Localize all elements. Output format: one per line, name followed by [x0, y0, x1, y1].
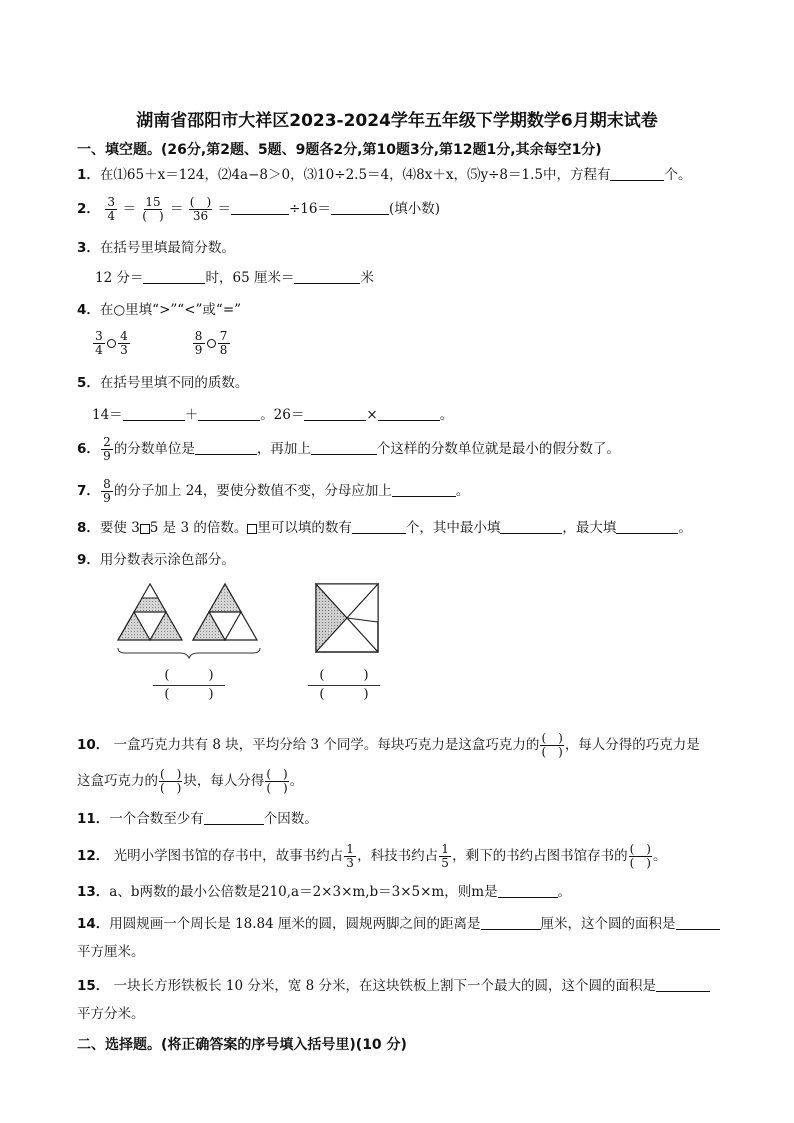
question-11: 11．一个合数至少有 个因数。 — [77, 811, 318, 827]
answer-blank[interactable] — [311, 440, 377, 455]
fraction: $\frac{3}{4}$ — [105, 196, 117, 223]
question-10-line-2: 这盒巧克力的 $\frac{( )}{( )}$ 块，每人分得 $\frac{( )}{( )}$ 。 — [77, 767, 304, 795]
answer-blank[interactable] — [143, 269, 205, 284]
question-15-line-2: 平方分米。 — [77, 1006, 145, 1022]
question-5-line-2: 14＝ ＋ 。26＝ × 。 — [92, 407, 454, 423]
fraction: $\frac{( )}{36}$ — [189, 195, 212, 223]
question-4: 4．在○里填“>”“<”或“=” — [77, 302, 242, 318]
answer-fraction[interactable]: $\frac{( )}{( )}$ — [266, 767, 288, 795]
question-7: 7． $\frac{8}{9}$ 的分子加上 24，要使分数值不变，分母应加上 。 — [77, 477, 470, 505]
answer-blank[interactable] — [231, 200, 289, 215]
answer-blank[interactable] — [294, 269, 360, 284]
answer-blank[interactable] — [204, 810, 264, 825]
answer-blank[interactable] — [378, 406, 440, 421]
question-6: 6． $\frac{2}{9}$ 的分数单位是 ，再加上 个这样的分数单位就是最小的假分数了。 — [77, 435, 620, 463]
answer-fraction[interactable]: $\frac{( )}{( )}$ — [541, 731, 563, 759]
compare-circle[interactable] — [107, 339, 116, 348]
answer-fraction-2[interactable]: ( ) ( ) — [308, 668, 380, 703]
question-12: 12． 光明小学图书馆的存书中，故事书约占 $\frac{1}{3}$ ，科技书约占 $\frac{1}{5}$ ，剩下的书约占图书馆存书的 $\frac{( )}{( )}$ 。 — [77, 842, 667, 870]
answer-blank[interactable] — [656, 977, 710, 992]
answer-blank[interactable] — [500, 519, 562, 534]
answer-fraction[interactable]: $\frac{( )}{( )}$ — [629, 842, 651, 870]
question-9: 9．用分数表示涂色部分。 — [77, 552, 235, 568]
question-13: 13．a、b两数的最小公倍数是210,a＝2×3×m,b＝3×5×m，则m是 。 — [77, 884, 572, 900]
answer-blank[interactable] — [304, 406, 366, 421]
question-14: 14．用圆规画一个周长是 18.84 厘米的圆，圆规两脚之间的距离是 厘米，这个圆的面积是 — [77, 914, 720, 934]
digit-box — [247, 524, 257, 534]
question-2: 2． $\frac{3}{4}$ ＝ $\frac{15}{( )}$ ＝ $\frac{( )}{36}$ ＝ ÷16＝ (填小数) — [77, 195, 440, 223]
question-14-line-2: 平方厘米。 — [77, 944, 145, 960]
answer-blank[interactable] — [498, 883, 558, 898]
square-figure — [312, 582, 382, 656]
answer-blank[interactable] — [616, 519, 678, 534]
answer-fraction-1[interactable]: ( ) ( ) — [153, 668, 225, 703]
question-3: 3．在括号里填最简分数。 — [77, 240, 235, 256]
question-4-comparisons: $\frac{3}{4}$ $\frac{4}{3}$ $\frac{8}{9}$ $\frac{7}{8}$ — [92, 326, 231, 360]
question-15: 15． 一块长方形铁板长 10 分米，宽 8 分米，在这块铁板上割下一个最大的圆，这个圆的面积是 — [77, 976, 710, 996]
section-2-heading: 二、选择题。(将正确答案的序号填入括号里)(10 分) — [77, 1037, 407, 1053]
answer-blank[interactable] — [676, 915, 720, 930]
answer-blank[interactable] — [331, 200, 389, 215]
answer-blank[interactable] — [123, 406, 185, 421]
answer-blank[interactable] — [198, 406, 260, 421]
question-10: 10． 一盒巧克力共有 8 块，平均分给 3 个同学。每块巧克力是这盒巧克力的 $\frac{( )}{( )}$ ，每人分得的巧克力是 — [77, 731, 700, 759]
section-1-heading: 一、填空题。(26分,第2题、5题、9题各2分,第10题3分,第12题1分,其余每空1分) — [77, 142, 602, 158]
compare-circle[interactable] — [207, 339, 216, 348]
question-5: 5．在括号里填不同的质数。 — [77, 375, 249, 391]
digit-box[interactable] — [140, 524, 150, 534]
question-8: 8．要使 3 5 是 3 的倍数。 里可以填的数有 个，其中最小填 ，最大填 。 — [77, 520, 692, 536]
answer-blank[interactable] — [481, 915, 541, 930]
triangle-figure — [115, 582, 275, 662]
question-3-line-2: 12 分＝ 时，65 厘米＝ 米 — [95, 270, 374, 286]
page-title: 湖南省邵阳市大祥区2023-2024学年五年级下学期数学6月期末试卷 — [136, 111, 658, 131]
answer-fraction[interactable]: $\frac{( )}{( )}$ — [160, 767, 182, 795]
answer-blank[interactable] — [352, 519, 406, 534]
question-1: 1．在⑴65＋x＝124，⑵4a−8＞0，⑶10÷2.5＝4，⑷8x＋x，⑸y÷8＝1.5中，方程有 个。 — [77, 167, 692, 183]
fraction: $\frac{15}{( )}$ — [142, 195, 164, 223]
answer-blank[interactable] — [392, 482, 456, 497]
answer-blank[interactable] — [195, 440, 257, 455]
answer-blank[interactable] — [610, 166, 664, 181]
